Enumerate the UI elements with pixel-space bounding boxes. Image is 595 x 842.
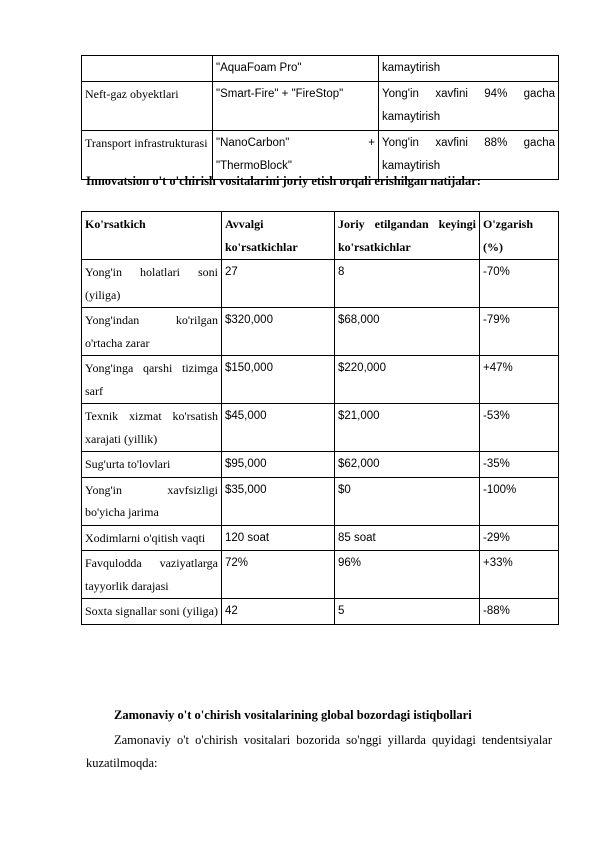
table-cell: "NanoCarbon" + "ThermoBlock" [213, 131, 379, 180]
table-cell: $45,000 [222, 404, 335, 452]
table-row [82, 308, 559, 356]
table-cell: -79% [480, 308, 559, 356]
table-cell: Texnik xizmat ko'rsatish xarajati (yillik) [82, 404, 222, 452]
table-cell: $150,000 [222, 356, 335, 404]
table-row [82, 525, 559, 551]
table-cell: 120 soat [222, 525, 335, 551]
table-cell: Favqulodda vaziyatlarga tayyorlik darajasi [82, 551, 222, 599]
header-cell: Joriy etilgandan keyingi ko'rsatkichlar [335, 212, 480, 260]
table-cell: -70% [480, 260, 559, 308]
table-cell: Transport infrastrukturasi [82, 131, 213, 180]
table-cell: Xodimlarni o'qitish vaqti [82, 525, 222, 551]
table-cell: $0 [335, 477, 480, 525]
table-cell: 85 soat [335, 525, 480, 551]
table-row [82, 356, 559, 404]
table-cell: $21,000 [335, 404, 480, 452]
table-cell: $320,000 [222, 308, 335, 356]
table-row [82, 404, 559, 452]
table-header-row [82, 212, 559, 260]
table-cell: 5 [335, 599, 480, 625]
table-cell: -88% [480, 599, 559, 625]
table-cell: 27 [222, 260, 335, 308]
table-cell: -100% [480, 477, 559, 525]
table-cell: Yong'in xavfini 88% gacha kamaytirish [379, 131, 559, 180]
table-cell: $95,000 [222, 452, 335, 478]
table-cell: +33% [480, 551, 559, 599]
table-row [82, 551, 559, 599]
table-cell: Yong'in xavfsizligi bo'yicha jarima [82, 477, 222, 525]
table-cell: $62,000 [335, 452, 480, 478]
table-row [82, 260, 559, 308]
table-cell: 42 [222, 599, 335, 625]
table-cell: Yong'indan ko'rilgan o'rtacha zarar [82, 308, 222, 356]
results-caption: Innovatsion o't o'chirish vositalarini joriy etish orqali erishilgan natijalar: [86, 174, 481, 188]
table-cell: Soxta signallar soni (yiliga) [82, 599, 222, 625]
header-cell: Ko'rsatkich [82, 212, 222, 260]
table-cell: Neft-gaz obyektlari [82, 82, 213, 131]
header-cell: O'zgarish (%) [480, 212, 559, 260]
table-row [82, 131, 559, 180]
table-cell: -29% [480, 525, 559, 551]
table-row [82, 477, 559, 525]
table-cell: "Smart-Fire" + "FireStop" [213, 82, 379, 131]
table-cell: 8 [335, 260, 480, 308]
table-cell: "AquaFoam Pro" [213, 56, 379, 82]
table-cell: $68,000 [335, 308, 480, 356]
table-cell: +47% [480, 356, 559, 404]
table-cell: 96% [335, 551, 480, 599]
table-cell: Yong'in xavfini 94% gacha kamaytirish [379, 82, 559, 131]
table-cell: 72% [222, 551, 335, 599]
table-row [82, 452, 559, 478]
solutions-table [81, 55, 559, 180]
table-row [82, 82, 559, 131]
section-heading: Zamonaviy o't o'chirish vositalarining global bozordagi istiqbollari [114, 708, 472, 722]
header-cell: Avvalgi ko'rsatkichlar [222, 212, 335, 260]
table-cell: $220,000 [335, 356, 480, 404]
table-cell [82, 56, 213, 82]
table-row [82, 56, 559, 82]
table-cell: kamaytirish [379, 56, 559, 82]
table-cell: -35% [480, 452, 559, 478]
table-cell: Sug'urta to'lovlari [82, 452, 222, 478]
table-cell: Yong'in holatlari soni (yiliga) [82, 260, 222, 308]
table-row [82, 599, 559, 625]
body-paragraph: Zamonaviy o't o'chirish vositalari bozorida so'nggi yillarda quyidagi tendentsiyalar kuzatilmoqda: [86, 733, 552, 770]
table-cell: -53% [480, 404, 559, 452]
results-table [81, 211, 559, 625]
table-cell: $35,000 [222, 477, 335, 525]
table-cell: Yong'inga qarshi tizimga sarf [82, 356, 222, 404]
